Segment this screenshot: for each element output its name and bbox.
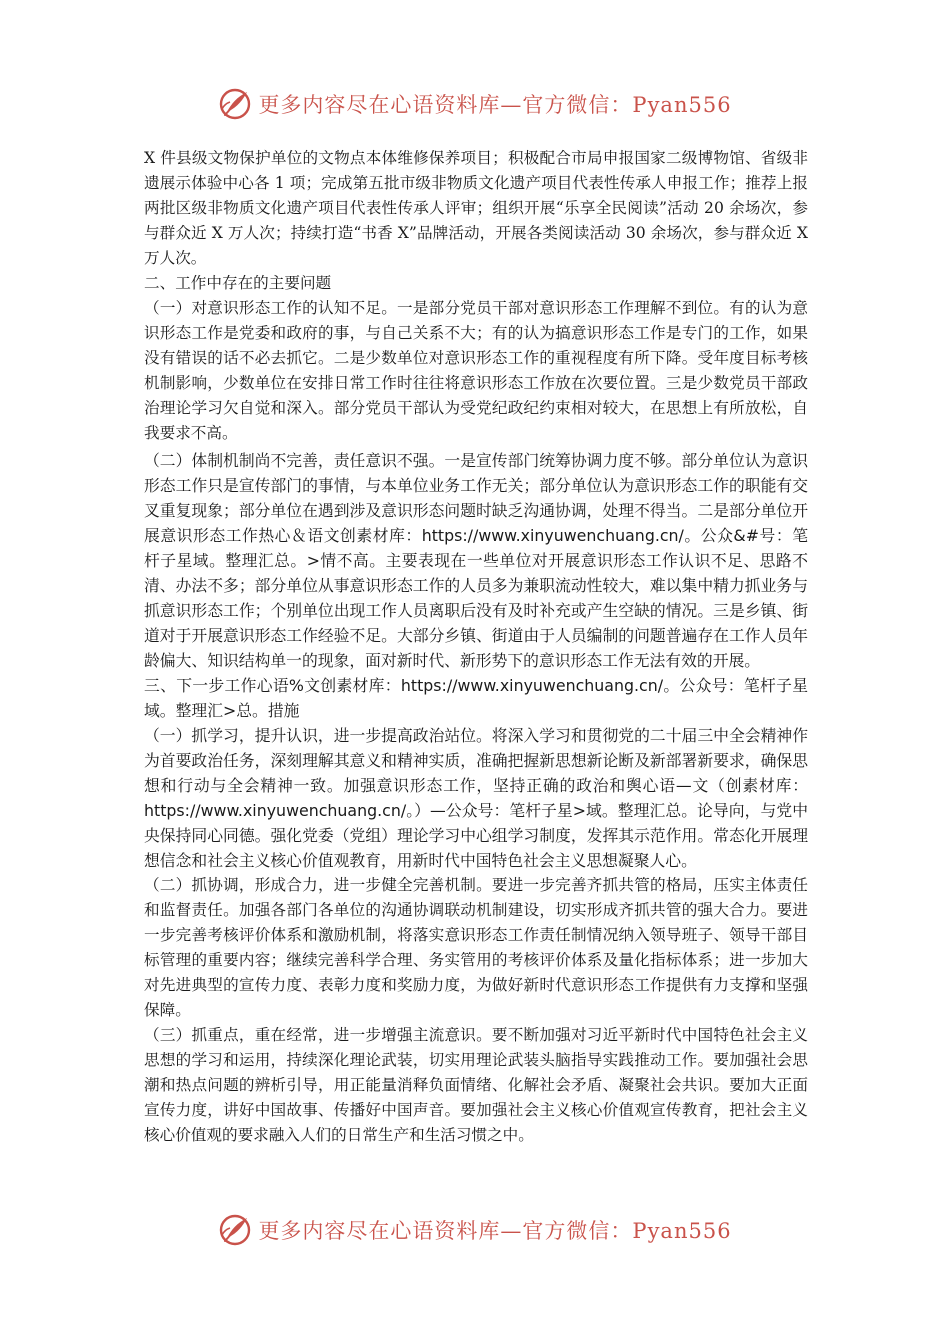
footer-banner [0,1208,950,1252]
pen-feather-logo-icon [218,1213,252,1247]
paragraph-problem-1: （一）对意识形态工作的认知不足。一是部分党员干部对意识形态工作理解不到位。有的认为意识形态工作是党委和政府的事，与自己关系不大；有的认为搞意识形态工作是专门的工作，如果没有错误的话不必去抓它。二是少数单位对意识形态工作的重视程度有所下降。受年度目标考核机制影响，少数单位在安排日常工作时往往将意识形态工作放在次要位置。三是少数党员干部政治理论学习欠自觉和深入。部分党员干部认为受党纪政纪约束相对较大，在思想上有所放松，自我要求不高。 [144,299,808,442]
section-heading-measures: 三、下一步工作心语%文创素材库：https://www.xinyuwenchuang.cn/。公众号：笔杆子星域。整理汇>总。措施 [144,676,808,720]
section-heading-problems: 二、工作中存在的主要问题 [144,274,332,292]
banner-text: 更多内容尽在心语资料库—官方微信：Pyan556 [258,1219,732,1243]
document-body [144,146,808,1148]
paragraph-measure-3: （三）抓重点，重在经常，进一步增强主流意识。要不断加强对习近平新时代中国特色社会主义思想的学习和运用，持续深化理论武装，切实用理论武装头脑指导实践推动工作。要加强社会思潮和热点问题的辨析引导，用正能量消释负面情绪、化解社会矛盾、凝聚社会共识。要加大正面宣传力度，讲好中国故事、传播好中国声音。要加强社会主义核心价值观宣传教育，把社会主义核心价值观的要求融入人们的日常生产和生活习惯之中。 [144,1026,808,1144]
paragraph-achievements: X 件县级文物保护单位的文物点本体维修保养项目；积极配合市局申报国家二级博物馆、省级非遗展示体验中心各 1 项；完成第五批市级非物质文化遗产项目代表性传承人申报工作；推荐上报两批区级非物质文化遗产项目代表性传承人评审；组织开展“乐享全民阅读”活动 20 余场次，参与群众近 X 万人次；持续打造“书香 X”品牌活动，开展各类阅读活动 30 余场次，参与群众近 X 万人次。 [144,149,808,267]
paragraph-problem-2: （二）体制机制尚不完善，责任意识不强。一是宣传部门统筹协调力度不够。部分单位认为意识形态工作只是宣传部门的事情，与本单位业务工作无关；部分单位认为意识形态工作的职能有交叉重复现象；部分单位在遇到涉及意识形态问题时缺乏沟通协调，处理不得当。二是部分单位开展意识形态工作热心＆语文创素材库：https://www.xinyuwenchuang.cn/。公众&#号：笔杆子星域。整理汇总。>情不高。主要表现在一些单位对开展意识形态工作认识不足、思路不清、办法不多；部分单位从事意识形态工作的人员多为兼职流动性较大，难以集中精力抓业务与抓意识形态工作；个别单位出现工作人员离职后没有及时补充或产生空缺的情况。三是乡镇、街道对于开展意识形态工作经验不足。大部分乡镇、街道由于人员编制的问题普遍存在工作人员年龄偏大、知识结构单一的现象，面对新时代、新形势下的意识形态工作无法有效的开展。 [144,451,808,670]
header-banner [0,82,950,126]
paragraph-measure-1: （一）抓学习，提升认识，进一步提高政治站位。将深入学习和贯彻党的二十届三中全会精神作为首要政治任务，深刻理解其意义和精神实质，准确把握新思想新论断及新部署新要求，确保思想和行动与全会精神一致。加强意识形态工作，坚持正确的政治和舆心语—文（创素材库：https://www.xinyuwenchuang.cn/。）—公众号：笔杆子星>域。整理汇总。论导向，与党中央保持同心同德。强化党委（党组）理论学习中心组学习制度，发挥其示范作用。常态化开展理想信念和社会主义核心价值观教育，用新时代中国特色社会主义思想凝聚人心。 [144,726,808,870]
pen-feather-logo-icon [218,87,252,121]
banner-text: 更多内容尽在心语资料库—官方微信：Pyan556 [258,93,732,117]
paragraph-measure-2: （二）抓协调，形成合力，进一步健全完善机制。要进一步完善齐抓共管的格局，压实主体责任和监督责任。加强各部门各单位的沟通协调联动机制建设，切实形成齐抓共管的强大合力。要进一步完善考核评价体系和激励机制，将落实意识形态工作责任制情况纳入领导班子、领导干部目标管理的重要内容；继续完善科学合理、务实管用的考核评价体系及量化指标体系；进一步加大对先进典型的宣传力度、表彰力度和奖励力度，为做好新时代意识形态工作提供有力支撑和坚强保障。 [144,876,808,1019]
